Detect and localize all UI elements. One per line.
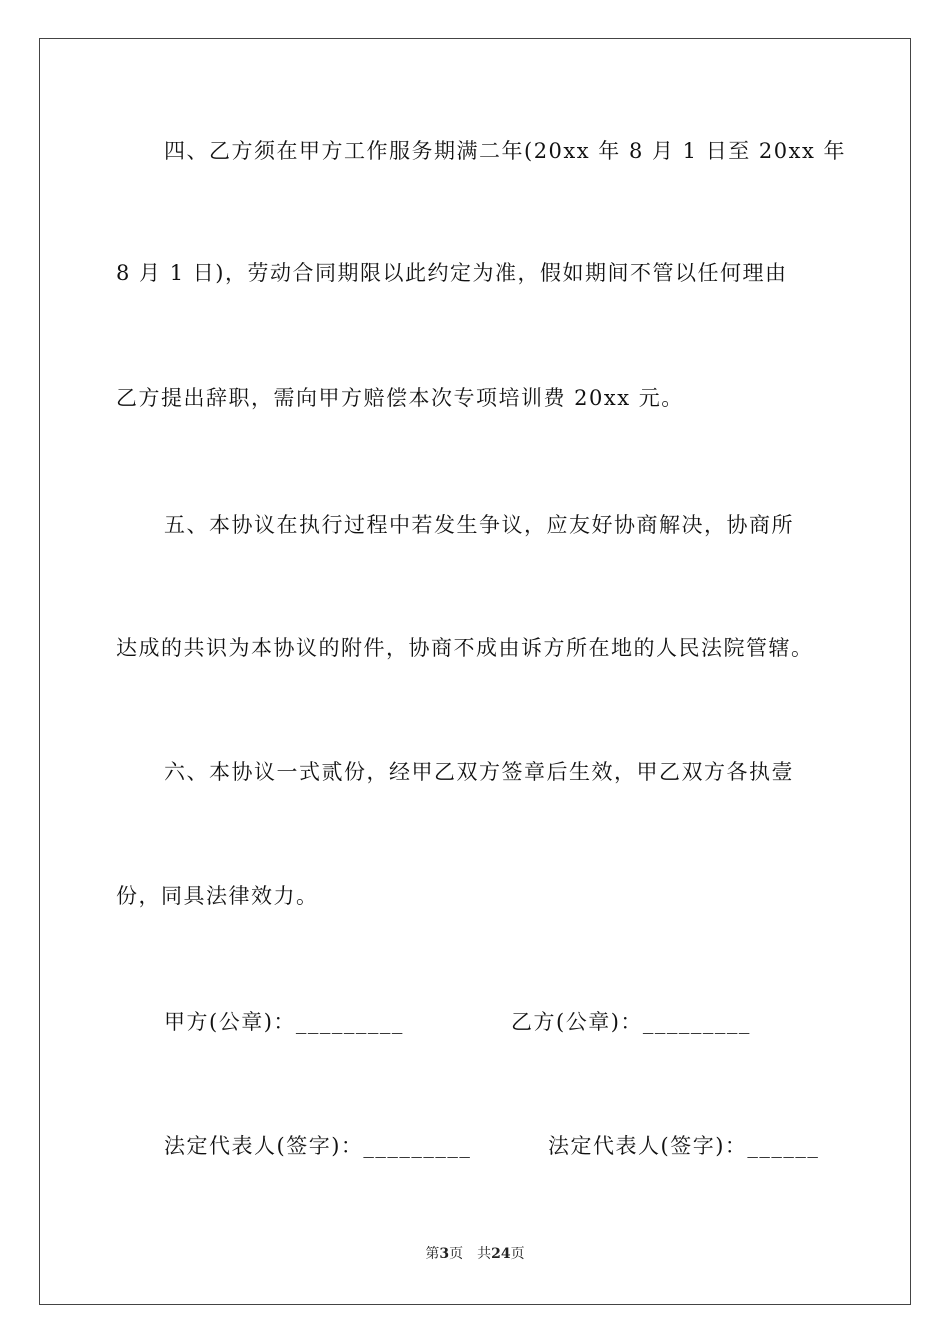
page-number: 3: [439, 1246, 450, 1262]
clause-4-line-2: 8 月 1 日)，劳动合同期限以此约定为准，假如期间不管以任何理由: [116, 261, 788, 285]
clause-4-line-3: 乙方提出辞职，需向甲方赔偿本次专项培训费 20xx 元。: [116, 386, 684, 410]
clause-6-line-1: 六、本协议一式贰份，经甲乙双方签章后生效，甲乙双方各执壹: [164, 760, 794, 784]
total-suffix: 页: [510, 1246, 525, 1262]
party-b-seal-field: 乙方(公章)：_________: [511, 1010, 751, 1034]
clause-4-line-1: 四、乙方须在甲方工作服务期满二年(20xx 年 8 月 1 日至 20xx 年: [164, 139, 846, 163]
clause-6-line-2: 份，同具法律效力。: [116, 884, 319, 908]
page-border: [39, 38, 911, 1305]
clause-5-line-2: 达成的共识为本协议的附件，协商不成由诉方所在地的人民法院管辖。: [116, 636, 814, 660]
page-suffix: 页: [449, 1246, 464, 1262]
total-prefix: 共: [477, 1246, 492, 1262]
page-footer: [0, 1244, 950, 1264]
party-a-seal-field: 甲方(公章)：_________: [164, 1010, 404, 1034]
page-prefix: 第: [425, 1246, 440, 1262]
party-a-representative-field: 法定代表人(签字)：_________: [164, 1134, 472, 1158]
clause-5-line-1: 五、本协议在执行过程中若发生争议，应友好协商解决，协商所: [164, 513, 794, 537]
party-b-representative-field: 法定代表人(签字)：______: [548, 1134, 820, 1158]
total-pages: 24: [491, 1246, 511, 1262]
